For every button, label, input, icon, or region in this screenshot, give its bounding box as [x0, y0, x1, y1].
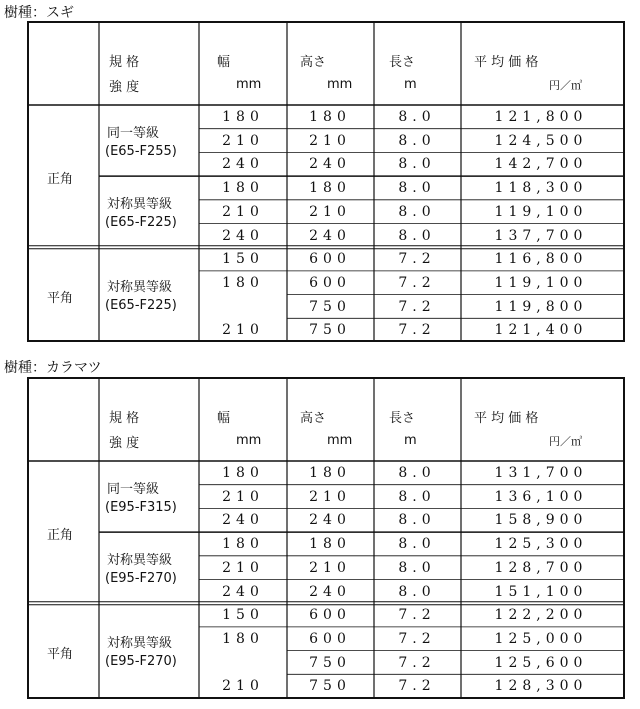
header-price: 平 均 価 格 — [474, 411, 539, 426]
group-label: 平角 — [47, 290, 74, 306]
group-label: 平角 — [47, 646, 74, 662]
cell-length: 8.0 — [398, 465, 436, 481]
group-label: 正角 — [47, 528, 74, 544]
header-width-unit: mm — [236, 77, 262, 92]
group-label: 正角 — [47, 172, 74, 188]
cell-width: 210 — [222, 678, 264, 695]
header-length: 長さ — [389, 55, 416, 70]
header-width: 幅 — [217, 55, 231, 70]
cell-price: 119,100 — [494, 203, 588, 220]
cell-width: 240 — [222, 227, 264, 244]
cell-width: 180 — [222, 180, 264, 197]
cell-price: 125,300 — [494, 536, 588, 553]
price-table-karamatsu — [27, 377, 625, 699]
cell-length: 7.2 — [398, 251, 436, 268]
cell-width: 240 — [222, 583, 264, 600]
cell-length: 8.0 — [398, 156, 436, 173]
cell-height: 180 — [309, 465, 351, 481]
cell-width: 210 — [222, 132, 264, 149]
header-width-unit: mm — [236, 433, 262, 448]
cell-height: 600 — [309, 607, 351, 624]
cell-length: 8.0 — [398, 536, 436, 553]
strength-code: (E65-F255) — [105, 143, 177, 159]
cell-price: 124,500 — [494, 132, 588, 149]
cell-price: 125,000 — [494, 630, 588, 647]
cell-height: 750 — [309, 678, 351, 695]
header-length-unit: m — [404, 77, 417, 92]
cell-height: 180 — [309, 109, 351, 125]
strength-code: (E95-F270) — [105, 570, 177, 586]
header-spec: 規 格 — [109, 55, 140, 70]
header-length-unit: m — [404, 433, 417, 448]
cell-price: 128,700 — [494, 559, 588, 576]
cell-length: 7.2 — [398, 654, 436, 671]
table-caption: 樹種：スギ — [4, 5, 74, 21]
cell-length: 7.2 — [398, 607, 436, 624]
cell-height: 750 — [309, 654, 351, 671]
cell-height: 180 — [309, 180, 351, 197]
price-table-sugi — [27, 21, 625, 342]
cell-width: 210 — [222, 488, 264, 505]
header-width: 幅 — [217, 411, 231, 426]
header-height-unit: mm — [327, 433, 353, 448]
cell-price: 116,800 — [494, 251, 588, 268]
grade-label: 同一等級 — [107, 125, 160, 141]
cell-width: 240 — [222, 156, 264, 173]
header-price-unit: 円／㎥ — [549, 435, 582, 448]
cell-price: 122,200 — [494, 607, 588, 624]
grade-label: 対称異等級 — [107, 552, 173, 568]
cell-length: 7.2 — [398, 298, 436, 315]
cell-length: 7.2 — [398, 274, 436, 291]
cell-price: 119,100 — [494, 274, 588, 291]
grade-label: 対称異等級 — [107, 635, 173, 651]
cell-height: 600 — [309, 251, 351, 268]
cell-price: 131,700 — [494, 465, 588, 481]
grade-label: 対称異等級 — [107, 279, 173, 295]
cell-length: 8.0 — [398, 227, 436, 244]
cell-width: 210 — [222, 203, 264, 220]
cell-width: 210 — [222, 322, 264, 339]
header-price-unit: 円／㎥ — [549, 79, 582, 92]
strength-code: (E65-F225) — [105, 214, 177, 230]
cell-length: 8.0 — [398, 180, 436, 197]
cell-height: 240 — [309, 583, 351, 600]
cell-length: 7.2 — [398, 630, 436, 647]
cell-price: 136,100 — [494, 488, 588, 505]
cell-width: 180 — [222, 465, 264, 481]
strength-code: (E95-F315) — [105, 499, 177, 515]
cell-price: 121,800 — [494, 109, 588, 125]
cell-length: 8.0 — [398, 559, 436, 576]
header-strength: 強 度 — [109, 80, 140, 95]
cell-height: 750 — [309, 298, 351, 315]
header-strength: 強 度 — [109, 436, 140, 451]
header-price: 平 均 価 格 — [474, 55, 539, 70]
cell-price: 142,700 — [494, 156, 588, 173]
cell-width: 180 — [222, 536, 264, 553]
cell-length: 8.0 — [398, 583, 436, 600]
cell-height: 240 — [309, 227, 351, 244]
strength-code: (E65-F225) — [105, 297, 177, 313]
cell-height: 240 — [309, 156, 351, 173]
cell-price: 158,900 — [494, 512, 588, 529]
cell-length: 7.2 — [398, 678, 436, 695]
cell-height: 600 — [309, 630, 351, 647]
cell-width: 180 — [222, 630, 264, 647]
header-height: 高さ — [300, 411, 327, 426]
cell-price: 119,800 — [494, 298, 588, 315]
header-length: 長さ — [389, 411, 416, 426]
cell-height: 600 — [309, 274, 351, 291]
cell-height: 210 — [309, 132, 351, 149]
cell-height: 750 — [309, 322, 351, 339]
cell-price: 125,600 — [494, 654, 588, 671]
cell-height: 240 — [309, 512, 351, 529]
cell-width: 180 — [222, 109, 264, 125]
cell-width: 180 — [222, 274, 264, 291]
cell-price: 151,100 — [494, 583, 588, 600]
cell-length: 8.0 — [398, 109, 436, 125]
cell-height: 210 — [309, 488, 351, 505]
cell-width: 210 — [222, 559, 264, 576]
table-caption: 樹種：カラマツ — [4, 360, 102, 376]
cell-length: 7.2 — [398, 322, 436, 339]
header-height-unit: mm — [327, 77, 353, 92]
cell-length: 8.0 — [398, 203, 436, 220]
cell-width: 240 — [222, 512, 264, 529]
cell-length: 8.0 — [398, 132, 436, 149]
header-height: 高さ — [300, 55, 327, 70]
grade-label: 対称異等級 — [107, 196, 173, 212]
cell-price: 121,400 — [494, 322, 588, 339]
cell-height: 180 — [309, 536, 351, 553]
cell-length: 8.0 — [398, 488, 436, 505]
cell-price: 118,300 — [494, 180, 588, 197]
strength-code: (E95-F270) — [105, 653, 177, 669]
cell-price: 137,700 — [494, 227, 588, 244]
cell-height: 210 — [309, 203, 351, 220]
cell-width: 150 — [222, 251, 264, 268]
cell-width: 150 — [222, 607, 264, 624]
cell-height: 210 — [309, 559, 351, 576]
cell-length: 8.0 — [398, 512, 436, 529]
cell-price: 128,300 — [494, 678, 588, 695]
grade-label: 同一等級 — [107, 481, 160, 497]
header-spec: 規 格 — [109, 411, 140, 426]
